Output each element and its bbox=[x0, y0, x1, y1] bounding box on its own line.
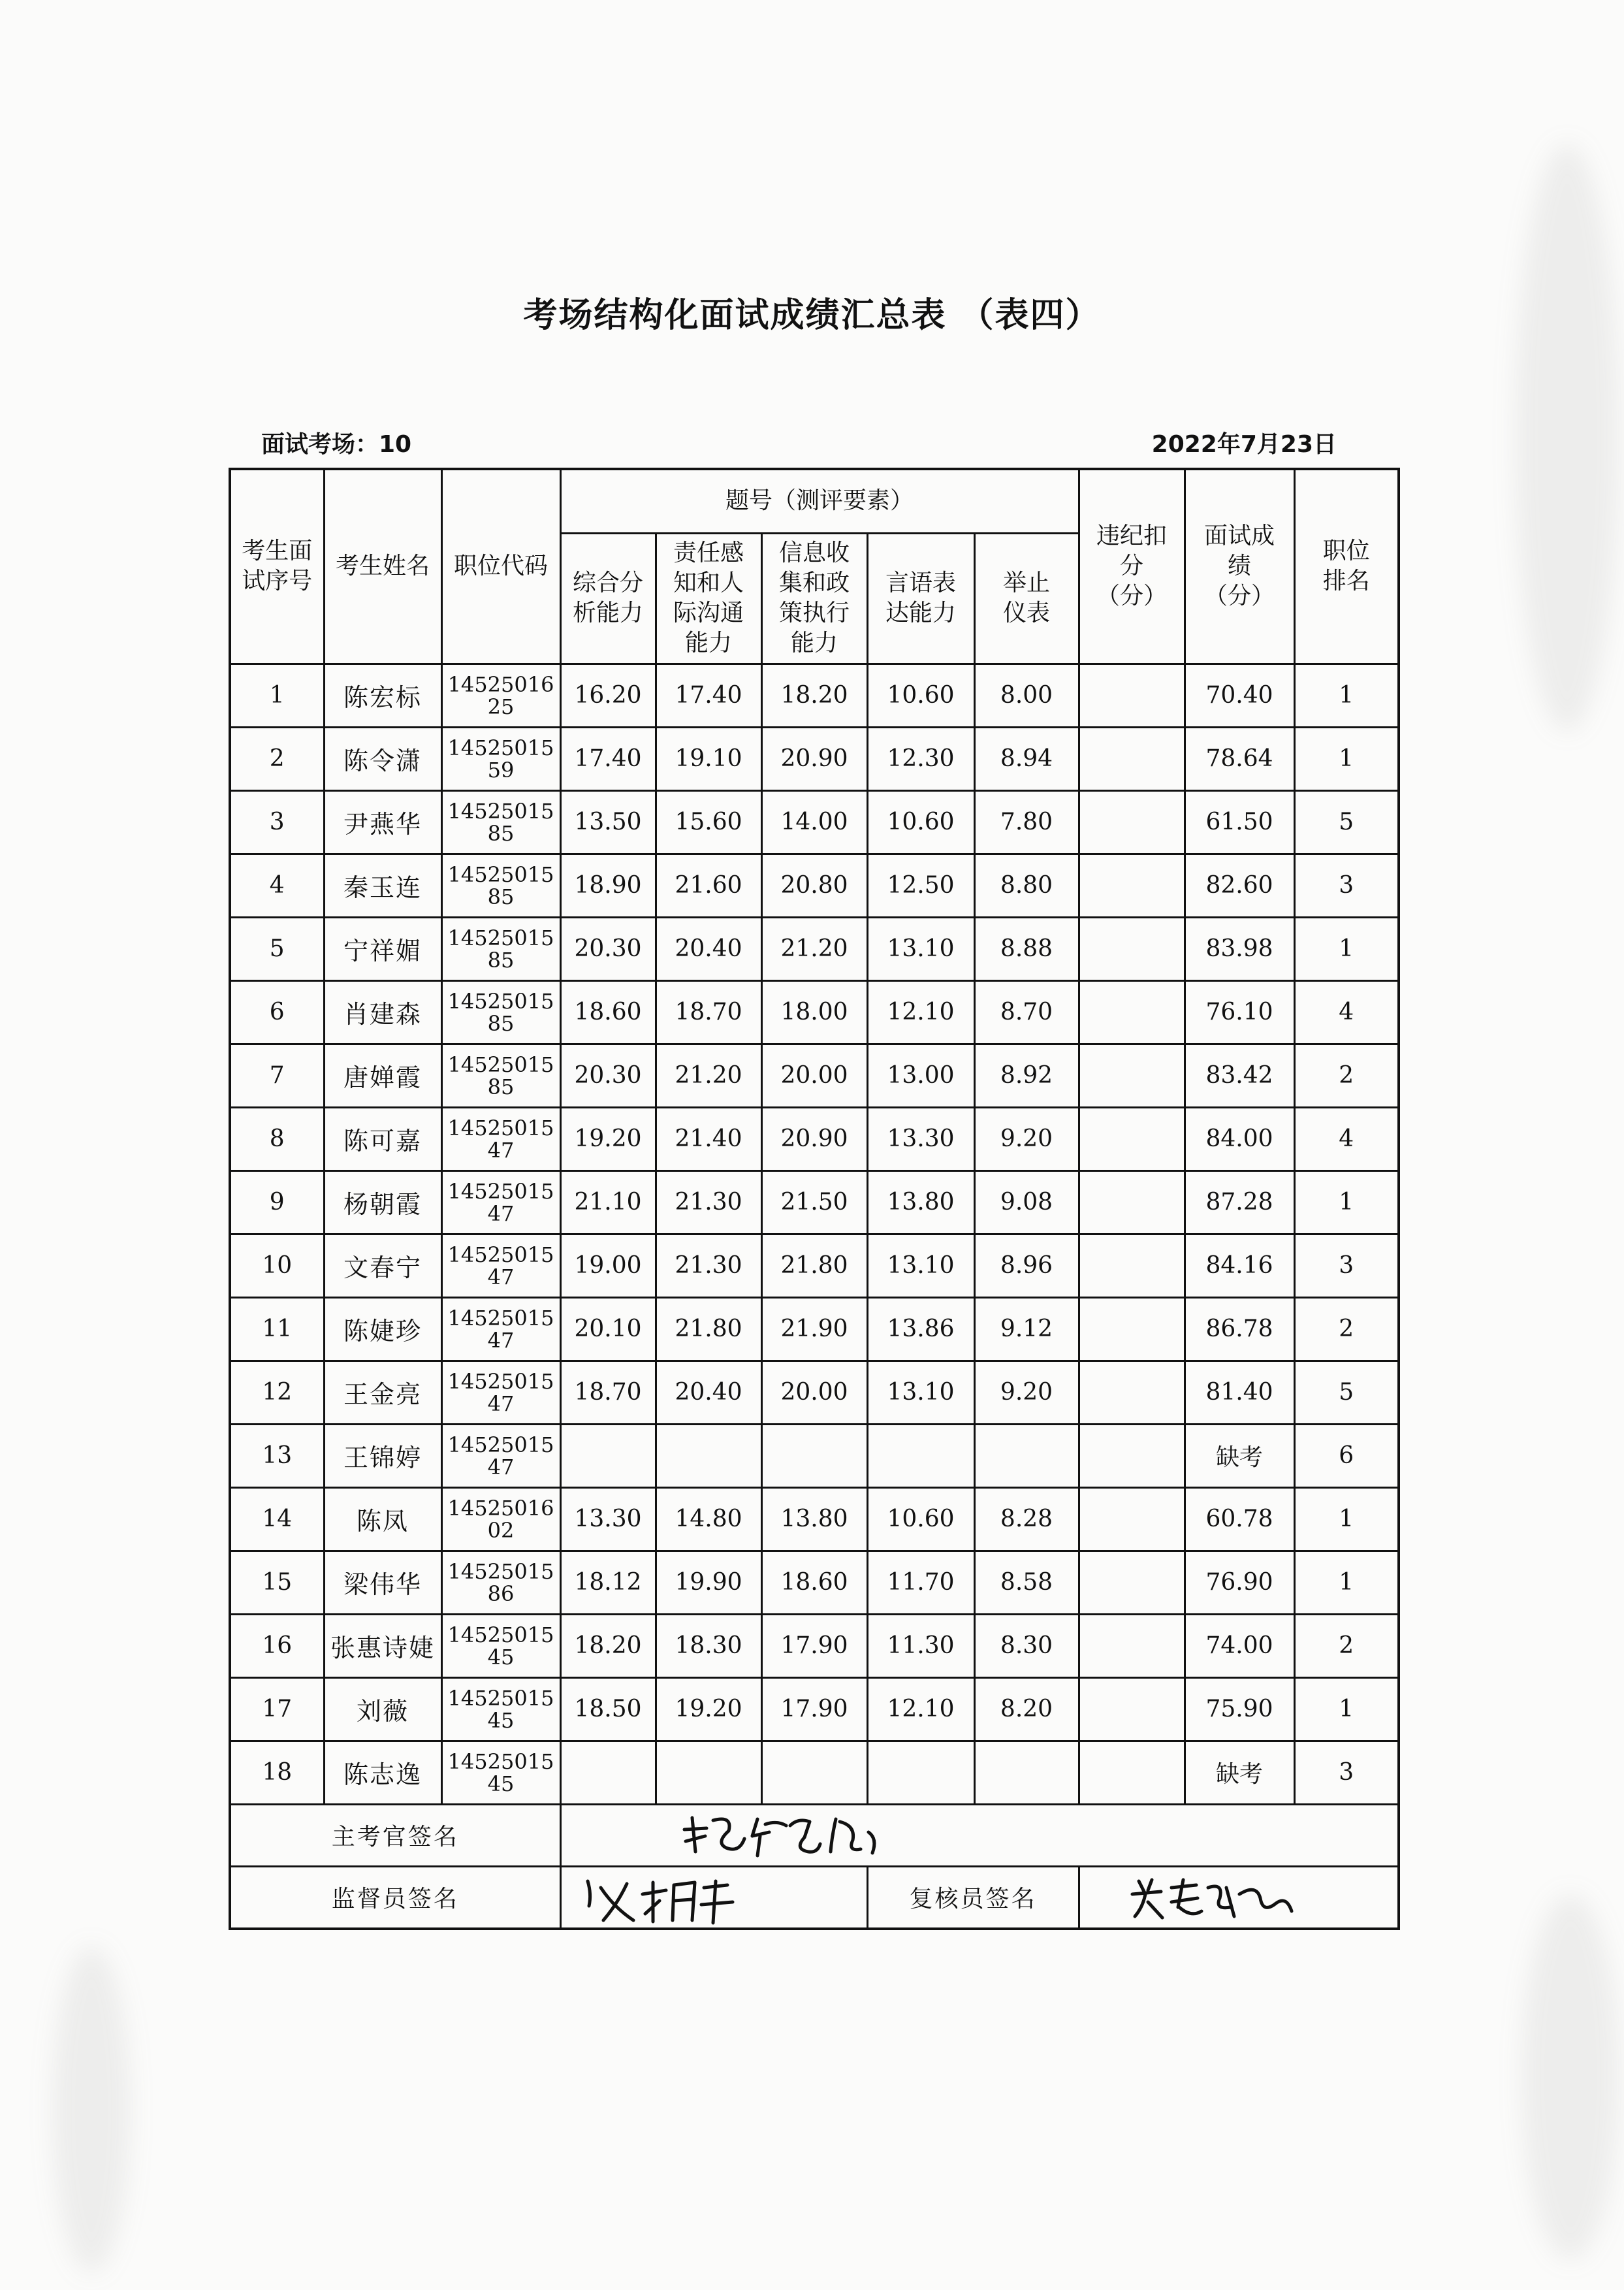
cell-c3: 21.80 bbox=[761, 1234, 867, 1297]
header-seq: 考生面试序号 bbox=[230, 469, 324, 664]
cell-c3: 18.20 bbox=[761, 664, 867, 727]
cell-c5: 8.20 bbox=[974, 1677, 1079, 1741]
cell-c2: 18.70 bbox=[656, 980, 761, 1044]
cell-name: 王锦婷 bbox=[324, 1424, 441, 1487]
cell-c5: 9.08 bbox=[974, 1170, 1079, 1234]
cell-c5: 9.20 bbox=[974, 1107, 1079, 1170]
cell-c1: 16.20 bbox=[560, 664, 656, 727]
cell-rank: 6 bbox=[1294, 1424, 1399, 1487]
scan-shadow bbox=[1521, 1894, 1619, 2260]
reviewer-signature bbox=[1079, 1866, 1399, 1929]
cell-c4 bbox=[867, 1424, 974, 1487]
cell-rank: 4 bbox=[1294, 1107, 1399, 1170]
cell-c5: 8.30 bbox=[974, 1614, 1079, 1677]
header-c2: 责任感知和人际沟通能力 bbox=[656, 533, 761, 664]
cell-c5: 9.20 bbox=[974, 1361, 1079, 1424]
cell-name: 张惠诗婕 bbox=[324, 1614, 441, 1677]
cell-c4: 12.30 bbox=[867, 727, 974, 790]
cell-c1: 18.50 bbox=[560, 1677, 656, 1741]
header-code: 职位代码 bbox=[441, 469, 560, 664]
cell-total: 76.10 bbox=[1185, 980, 1294, 1044]
cell-c4: 13.30 bbox=[867, 1107, 974, 1170]
cell-c4: 10.60 bbox=[867, 790, 974, 854]
cell-c3: 21.50 bbox=[761, 1170, 867, 1234]
cell-deduct bbox=[1079, 1614, 1185, 1677]
scan-shadow bbox=[52, 1946, 131, 2273]
header-c5: 举止仪表 bbox=[974, 533, 1079, 664]
supervisor-label: 监督员签名 bbox=[230, 1866, 560, 1929]
cell-name: 陈令潇 bbox=[324, 727, 441, 790]
cell-rank: 1 bbox=[1294, 664, 1399, 727]
cell-c2: 17.40 bbox=[656, 664, 761, 727]
cell-code: 1452501545 bbox=[441, 1614, 560, 1677]
cell-seq: 9 bbox=[230, 1170, 324, 1234]
cell-c4: 13.10 bbox=[867, 1361, 974, 1424]
cell-c5: 8.96 bbox=[974, 1234, 1079, 1297]
table-row bbox=[230, 727, 1399, 790]
header-c1: 综合分析能力 bbox=[560, 533, 656, 664]
cell-total: 缺考 bbox=[1185, 1424, 1294, 1487]
scan-shadow bbox=[1515, 144, 1619, 732]
cell-seq: 16 bbox=[230, 1614, 324, 1677]
supervisor-signature bbox=[560, 1866, 867, 1929]
cell-deduct bbox=[1079, 1297, 1185, 1361]
cell-c4: 11.30 bbox=[867, 1614, 974, 1677]
cell-deduct bbox=[1079, 727, 1185, 790]
cell-code: 1452501547 bbox=[441, 1424, 560, 1487]
header-c4: 言语表达能力 bbox=[867, 533, 974, 664]
cell-c2: 21.20 bbox=[656, 1044, 761, 1107]
cell-code: 1452501585 bbox=[441, 1044, 560, 1107]
cell-rank: 5 bbox=[1294, 790, 1399, 854]
cell-total: 74.00 bbox=[1185, 1614, 1294, 1677]
cell-seq: 15 bbox=[230, 1551, 324, 1614]
cell-rank: 1 bbox=[1294, 917, 1399, 980]
cell-name: 陈宏标 bbox=[324, 664, 441, 727]
cell-seq: 2 bbox=[230, 727, 324, 790]
cell-deduct bbox=[1079, 1044, 1185, 1107]
cell-deduct bbox=[1079, 1551, 1185, 1614]
cell-c3: 14.00 bbox=[761, 790, 867, 854]
cell-deduct bbox=[1079, 1361, 1185, 1424]
cell-c2: 21.30 bbox=[656, 1170, 761, 1234]
reviewer-label: 复核员签名 bbox=[867, 1866, 1079, 1929]
cell-rank: 5 bbox=[1294, 1361, 1399, 1424]
cell-c4 bbox=[867, 1741, 974, 1804]
cell-deduct bbox=[1079, 854, 1185, 917]
cell-total: 75.90 bbox=[1185, 1677, 1294, 1741]
cell-c5: 8.80 bbox=[974, 854, 1079, 917]
cell-c2: 21.40 bbox=[656, 1107, 761, 1170]
cell-seq: 3 bbox=[230, 790, 324, 854]
cell-deduct bbox=[1079, 1741, 1185, 1804]
cell-seq: 4 bbox=[230, 854, 324, 917]
cell-name: 陈凤 bbox=[324, 1487, 441, 1551]
cell-c1: 18.60 bbox=[560, 980, 656, 1044]
cell-c1: 17.40 bbox=[560, 727, 656, 790]
handwritten-signature-supervisor bbox=[562, 1868, 868, 1927]
cell-c4: 12.10 bbox=[867, 980, 974, 1044]
cell-c2: 21.60 bbox=[656, 854, 761, 917]
cell-total: 84.00 bbox=[1185, 1107, 1294, 1170]
cell-c5: 7.80 bbox=[974, 790, 1079, 854]
cell-total: 81.40 bbox=[1185, 1361, 1294, 1424]
score-rows bbox=[230, 664, 1399, 1804]
cell-c3: 20.00 bbox=[761, 1044, 867, 1107]
cell-c3: 18.00 bbox=[761, 980, 867, 1044]
cell-name: 文春宁 bbox=[324, 1234, 441, 1297]
cell-c2: 15.60 bbox=[656, 790, 761, 854]
cell-c1: 21.10 bbox=[560, 1170, 656, 1234]
cell-deduct bbox=[1079, 1677, 1185, 1741]
cell-deduct bbox=[1079, 1107, 1185, 1170]
cell-code: 1452501585 bbox=[441, 917, 560, 980]
cell-c1: 18.12 bbox=[560, 1551, 656, 1614]
cell-code: 1452501585 bbox=[441, 854, 560, 917]
cell-rank: 3 bbox=[1294, 1741, 1399, 1804]
table-row bbox=[230, 854, 1399, 917]
cell-c5: 9.12 bbox=[974, 1297, 1079, 1361]
cell-code: 1452501547 bbox=[441, 1361, 560, 1424]
cell-name: 宁祥媚 bbox=[324, 917, 441, 980]
cell-c5: 8.28 bbox=[974, 1487, 1079, 1551]
cell-c2: 19.90 bbox=[656, 1551, 761, 1614]
header-deduct: 违纪扣分（分） bbox=[1079, 469, 1185, 664]
cell-c2: 21.80 bbox=[656, 1297, 761, 1361]
cell-c4: 13.00 bbox=[867, 1044, 974, 1107]
cell-c3: 20.80 bbox=[761, 854, 867, 917]
cell-c2: 20.40 bbox=[656, 1361, 761, 1424]
cell-c3: 20.90 bbox=[761, 727, 867, 790]
table-row bbox=[230, 1107, 1399, 1170]
cell-deduct bbox=[1079, 1170, 1185, 1234]
cell-c4: 12.10 bbox=[867, 1677, 974, 1741]
cell-code: 1452501547 bbox=[441, 1170, 560, 1234]
cell-c1 bbox=[560, 1424, 656, 1487]
cell-c5: 8.58 bbox=[974, 1551, 1079, 1614]
cell-c5: 8.00 bbox=[974, 664, 1079, 727]
table-row bbox=[230, 1677, 1399, 1741]
cell-c1: 13.50 bbox=[560, 790, 656, 854]
table-row bbox=[230, 1614, 1399, 1677]
cell-c2: 19.20 bbox=[656, 1677, 761, 1741]
cell-code: 1452501547 bbox=[441, 1107, 560, 1170]
cell-name: 王金亮 bbox=[324, 1361, 441, 1424]
cell-rank: 1 bbox=[1294, 727, 1399, 790]
header-total: 面试成绩（分） bbox=[1185, 469, 1294, 664]
cell-c2 bbox=[656, 1424, 761, 1487]
cell-c5: 8.70 bbox=[974, 980, 1079, 1044]
header-name: 考生姓名 bbox=[324, 469, 441, 664]
cell-c4: 13.10 bbox=[867, 1234, 974, 1297]
cell-name: 唐婵霞 bbox=[324, 1044, 441, 1107]
cell-c3: 21.20 bbox=[761, 917, 867, 980]
table-row bbox=[230, 1170, 1399, 1234]
cell-rank: 2 bbox=[1294, 1297, 1399, 1361]
cell-name: 梁伟华 bbox=[324, 1551, 441, 1614]
cell-seq: 5 bbox=[230, 917, 324, 980]
cell-code: 1452501585 bbox=[441, 980, 560, 1044]
cell-c4: 13.10 bbox=[867, 917, 974, 980]
cell-c4: 13.86 bbox=[867, 1297, 974, 1361]
cell-c3: 17.90 bbox=[761, 1614, 867, 1677]
cell-name: 肖建森 bbox=[324, 980, 441, 1044]
cell-rank: 1 bbox=[1294, 1551, 1399, 1614]
cell-deduct bbox=[1079, 790, 1185, 854]
cell-c1: 13.30 bbox=[560, 1487, 656, 1551]
cell-total: 83.98 bbox=[1185, 917, 1294, 980]
cell-c4: 11.70 bbox=[867, 1551, 974, 1614]
cell-total: 60.78 bbox=[1185, 1487, 1294, 1551]
cell-c4: 10.60 bbox=[867, 1487, 974, 1551]
table-row bbox=[230, 1044, 1399, 1107]
chief-examiner-signature bbox=[560, 1804, 1399, 1866]
cell-total: 70.40 bbox=[1185, 664, 1294, 727]
cell-c2 bbox=[656, 1741, 761, 1804]
cell-total: 84.16 bbox=[1185, 1234, 1294, 1297]
cell-name: 秦玉连 bbox=[324, 854, 441, 917]
table-row bbox=[230, 980, 1399, 1044]
cell-rank: 2 bbox=[1294, 1614, 1399, 1677]
cell-c4: 13.80 bbox=[867, 1170, 974, 1234]
cell-c3: 13.80 bbox=[761, 1487, 867, 1551]
cell-rank: 1 bbox=[1294, 1170, 1399, 1234]
cell-c3: 18.60 bbox=[761, 1551, 867, 1614]
cell-deduct bbox=[1079, 664, 1185, 727]
cell-code: 1452501559 bbox=[441, 727, 560, 790]
cell-rank: 1 bbox=[1294, 1487, 1399, 1551]
cell-c1: 19.00 bbox=[560, 1234, 656, 1297]
exam-date: 2022年7月23日 bbox=[1151, 431, 1337, 458]
cell-c2: 20.40 bbox=[656, 917, 761, 980]
table-row bbox=[230, 790, 1399, 854]
cell-seq: 12 bbox=[230, 1361, 324, 1424]
table-row bbox=[230, 1297, 1399, 1361]
cell-code: 1452501586 bbox=[441, 1551, 560, 1614]
cell-seq: 10 bbox=[230, 1234, 324, 1297]
cell-name: 陈婕珍 bbox=[324, 1297, 441, 1361]
cell-c3: 20.00 bbox=[761, 1361, 867, 1424]
table-row bbox=[230, 1551, 1399, 1614]
header-rank: 职位排名 bbox=[1294, 469, 1399, 664]
cell-c1: 20.30 bbox=[560, 1044, 656, 1107]
cell-c3 bbox=[761, 1741, 867, 1804]
handwritten-signature-reviewer bbox=[1080, 1868, 1399, 1927]
cell-deduct bbox=[1079, 1487, 1185, 1551]
cell-seq: 1 bbox=[230, 664, 324, 727]
header-criteria-group: 题号（测评要素） bbox=[560, 469, 1079, 533]
cell-c2: 21.30 bbox=[656, 1234, 761, 1297]
table-row bbox=[230, 1741, 1399, 1804]
cell-code: 1452501545 bbox=[441, 1741, 560, 1804]
cell-total: 82.60 bbox=[1185, 854, 1294, 917]
exam-room-label: 面试考场：10 bbox=[261, 431, 412, 458]
cell-name: 杨朝霞 bbox=[324, 1170, 441, 1234]
cell-c3: 17.90 bbox=[761, 1677, 867, 1741]
score-summary-table bbox=[229, 468, 1400, 1930]
cell-seq: 11 bbox=[230, 1297, 324, 1361]
cell-c4: 10.60 bbox=[867, 664, 974, 727]
cell-code: 1452501585 bbox=[441, 790, 560, 854]
table-row bbox=[230, 664, 1399, 727]
cell-seq: 6 bbox=[230, 980, 324, 1044]
cell-code: 1452501625 bbox=[441, 664, 560, 727]
cell-c1: 20.30 bbox=[560, 917, 656, 980]
cell-c5: 8.92 bbox=[974, 1044, 1079, 1107]
cell-c3 bbox=[761, 1424, 867, 1487]
cell-code: 1452501547 bbox=[441, 1234, 560, 1297]
cell-c1: 20.10 bbox=[560, 1297, 656, 1361]
cell-c5 bbox=[974, 1741, 1079, 1804]
cell-deduct bbox=[1079, 1234, 1185, 1297]
cell-seq: 7 bbox=[230, 1044, 324, 1107]
cell-c3: 21.90 bbox=[761, 1297, 867, 1361]
cell-name: 刘薇 bbox=[324, 1677, 441, 1741]
table-row bbox=[230, 1361, 1399, 1424]
cell-rank: 3 bbox=[1294, 854, 1399, 917]
table-row bbox=[230, 1234, 1399, 1297]
cell-total: 86.78 bbox=[1185, 1297, 1294, 1361]
header-c3: 信息收集和政策执行能力 bbox=[761, 533, 867, 664]
cell-c1: 18.20 bbox=[560, 1614, 656, 1677]
cell-c5: 8.88 bbox=[974, 917, 1079, 980]
cell-total: 76.90 bbox=[1185, 1551, 1294, 1614]
cell-c2: 19.10 bbox=[656, 727, 761, 790]
cell-rank: 1 bbox=[1294, 1677, 1399, 1741]
cell-seq: 8 bbox=[230, 1107, 324, 1170]
cell-code: 1452501545 bbox=[441, 1677, 560, 1741]
handwritten-signature-chief bbox=[562, 1806, 953, 1865]
cell-c1: 19.20 bbox=[560, 1107, 656, 1170]
cell-rank: 3 bbox=[1294, 1234, 1399, 1297]
cell-seq: 13 bbox=[230, 1424, 324, 1487]
cell-c4: 12.50 bbox=[867, 854, 974, 917]
cell-deduct bbox=[1079, 917, 1185, 980]
cell-rank: 2 bbox=[1294, 1044, 1399, 1107]
cell-total: 78.64 bbox=[1185, 727, 1294, 790]
cell-name: 陈可嘉 bbox=[324, 1107, 441, 1170]
cell-c1: 18.90 bbox=[560, 854, 656, 917]
cell-total: 缺考 bbox=[1185, 1741, 1294, 1804]
chief-examiner-label: 主考官签名 bbox=[230, 1804, 560, 1866]
cell-seq: 14 bbox=[230, 1487, 324, 1551]
page-title: 考场结构化面试成绩汇总表 （表四） bbox=[523, 296, 1101, 335]
cell-code: 1452501547 bbox=[441, 1297, 560, 1361]
cell-rank: 4 bbox=[1294, 980, 1399, 1044]
cell-c5: 8.94 bbox=[974, 727, 1079, 790]
cell-c1 bbox=[560, 1741, 656, 1804]
cell-c2: 18.30 bbox=[656, 1614, 761, 1677]
cell-name: 陈志逸 bbox=[324, 1741, 441, 1804]
table-row bbox=[230, 1487, 1399, 1551]
cell-c1: 18.70 bbox=[560, 1361, 656, 1424]
cell-code: 1452501602 bbox=[441, 1487, 560, 1551]
cell-c3: 20.90 bbox=[761, 1107, 867, 1170]
cell-c5 bbox=[974, 1424, 1079, 1487]
cell-total: 83.42 bbox=[1185, 1044, 1294, 1107]
cell-total: 87.28 bbox=[1185, 1170, 1294, 1234]
cell-name: 尹燕华 bbox=[324, 790, 441, 854]
cell-deduct bbox=[1079, 1424, 1185, 1487]
cell-total: 61.50 bbox=[1185, 790, 1294, 854]
cell-deduct bbox=[1079, 980, 1185, 1044]
cell-seq: 17 bbox=[230, 1677, 324, 1741]
table-row bbox=[230, 1424, 1399, 1487]
cell-seq: 18 bbox=[230, 1741, 324, 1804]
cell-c2: 14.80 bbox=[656, 1487, 761, 1551]
table-row bbox=[230, 917, 1399, 980]
